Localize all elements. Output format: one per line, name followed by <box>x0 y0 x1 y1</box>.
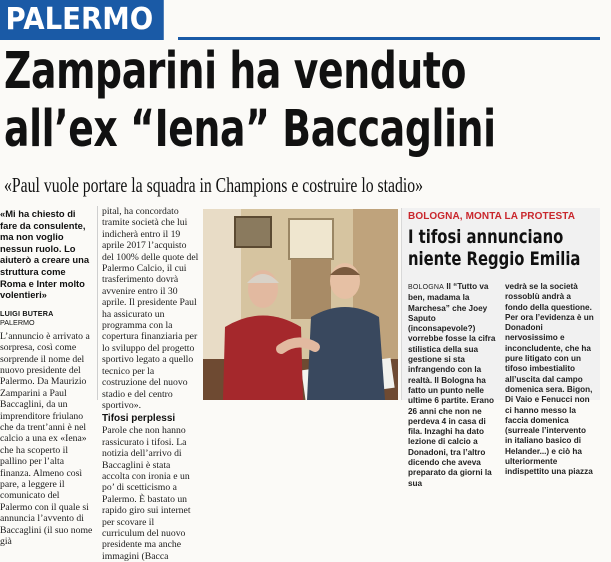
headline <box>4 42 496 159</box>
subheadline: «Paul vuole portare la squadra in Champions e costruire lo stadio» <box>4 173 424 197</box>
article-subhead: Tifosi perplessi <box>102 413 176 425</box>
article-column-1 <box>0 206 93 548</box>
pull-quote: «Mi ha chiesto di fare da consulente, ma non voglio nessun ruolo. Lo aiuterò a creare una struttura come Roma e Inter molto volentieri» <box>0 208 90 301</box>
column-divider <box>97 206 98 400</box>
sidebar-headline <box>408 226 611 270</box>
sidebar-body-1: Il “Tutto va ben, madama la Marchesa” che Joey Saputo (inconsapevole?) vorrebbe fosse la cifra stilistica della sua gestione si sta infrangendo con la realtà. Il Bologna ha fatto un punto nelle ultime 6 partite. Erano 26 anni che non ne perdeva 4 in casa di fila. Inzaghi ha dato lezione di calcio a Donadoni, tra l’altro dicendo che aveva preparato da giorni la sua <box>408 282 496 488</box>
sidebar-column-1 <box>408 282 498 488</box>
kicker-rule <box>178 37 600 40</box>
headline-line-2: all’ex “Iena” Baccaglini <box>4 100 496 159</box>
article-photo <box>203 209 398 400</box>
sidebar-column-2 <box>505 282 595 477</box>
article-body-3: Parole che non hanno rassicurato i tifosi. La notizia dell’arrivo di Baccaglini è stata accolta con ironia e un po’ di scetticismo a Palermo. È bastato un rapido giro sui internet per scovare il curriculum del nuovo presidente ma anche immagini (Bacca <box>102 425 191 562</box>
byline-place: PALERMO <box>0 317 35 327</box>
sidebar-headline-line-2: niente Reggio Emilia <box>408 248 581 270</box>
section-kicker <box>0 0 600 40</box>
byline <box>0 309 93 327</box>
sidebar-headline-line-1: I tifosi annunciano <box>408 226 564 248</box>
sidebar-kicker: BOLOGNA, MONTA LA PROTESTA <box>408 211 576 222</box>
sidebar-box <box>401 208 600 488</box>
article-column-2 <box>102 206 199 562</box>
byline-author: LUIGI BUTERA <box>0 308 54 318</box>
handshake-photo-illustration <box>203 209 398 400</box>
headline-line-1: Zamparini ha venduto <box>4 42 467 101</box>
sidebar-dateline: BOLOGNA <box>408 284 445 291</box>
article-body-1: L’annuncio è arrivato a sorpresa, così come sorprende il nome del nuovo presidente del Palermo. Da Maurizio Zamparini a Paul Baccaglini, da un imprenditore friulano che da trent’anni è nel calcio a una ex «Iena» che ha scoperto il pallino per l’alta finanza. Almeno così pare, a leggere il comunicato del Palermo con il quale si annuncia l’avvento di Baccaglini (il suo nome già <box>0 330 93 548</box>
sidebar-body-2: vedrà se la società rossoblù andrà a fondo della questione. Per ora l’evidenza è un Donadoni nervosissimo e inconcludente, che ha pure litigato con un tifoso imbestialito all’uscita dal campo domenica sera. Bigon, Di Vaio e Fenucci non ci hanno messo la faccia domenica (surreale l’intervento in italiano basico di Helander...) e ciò ha ulteriormente indispettito una piazza <box>505 282 594 477</box>
kicker-label: PALERMO <box>0 0 164 40</box>
article-body-2: pital, ha concordato tramite società che lui indicherà entro il 19 aprile 2017 l’acquisto del 100% delle quote del Palermo Calcio, il cui trasferimento dovrà avvenire entro il 30 aprile. Il presidente Paul ha assicurato un programma con la copertura finanziaria per lo sviluppo del progetto sportivo legato a quello tecnico per la costruzione del nuovo stadio e del centro sportivo». <box>102 206 199 411</box>
